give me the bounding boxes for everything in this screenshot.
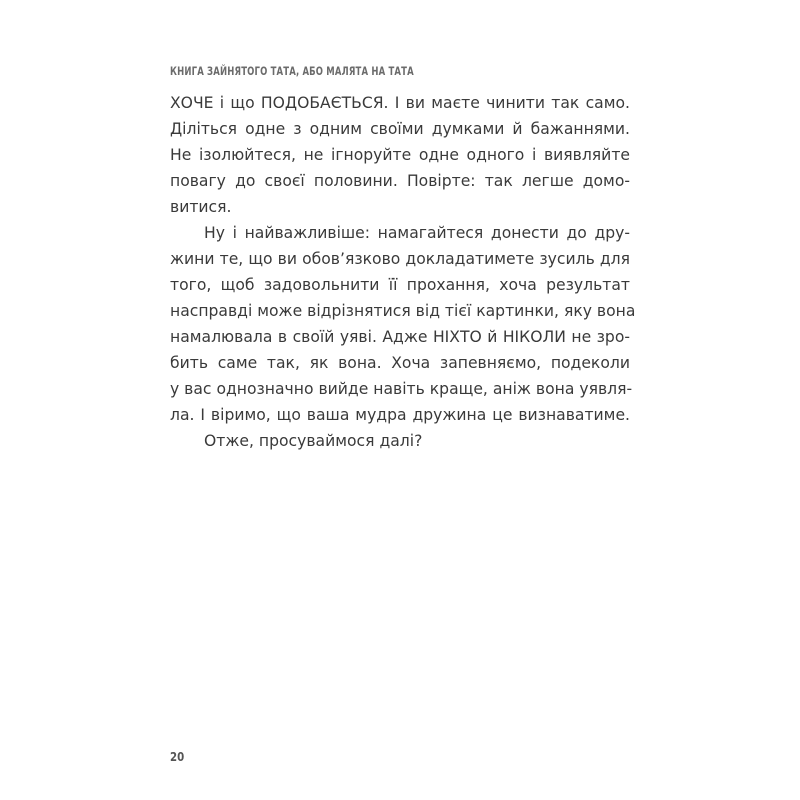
text-line: витися. <box>170 198 232 216</box>
page-number: 20 <box>170 750 185 764</box>
body-text <box>170 90 636 454</box>
text-line: намалювала в своїй уяві. Адже НІХТО й НІКОЛИ не зро- <box>170 328 630 346</box>
text-line: бить саме так, як вона. Хоча запевняємо, подеколи <box>170 354 630 372</box>
text-line: Діліться одне з одним своїми думками й бажаннями. <box>170 120 630 138</box>
text-line: повагу до своєї половини. Повірте: так легше домо- <box>170 172 630 190</box>
text-line: того, щоб задовольнити її прохання, хоча результат <box>170 276 630 294</box>
text-line: у вас однозначно вийде навіть краще, аніж вона уявля- <box>170 380 633 398</box>
text-line: насправді може відрізнятися від тієї картинки, яку вона <box>170 302 636 320</box>
text-line: ла. І віримо, що ваша мудра дружина це визнаватиме. <box>170 406 630 424</box>
running-header: КНИГА ЗАЙНЯТОГО ТАТА, АБО МАЛЯТА НА ТАТА <box>170 64 414 78</box>
text-line: жини те, що ви обов’язково докладатимете зусиль для <box>170 250 630 268</box>
text-line: Не ізолюйтеся, не ігноруйте одне одного і виявляйте <box>170 146 630 164</box>
text-line: Отже, просуваймося далі? <box>204 432 423 450</box>
text-line: ХОЧЕ і що ПОДОБАЄТЬСЯ. І ви маєте чинити так само. <box>170 94 630 112</box>
text-line: Ну і найважливіше: намагайтеся донести до дру- <box>204 224 630 242</box>
